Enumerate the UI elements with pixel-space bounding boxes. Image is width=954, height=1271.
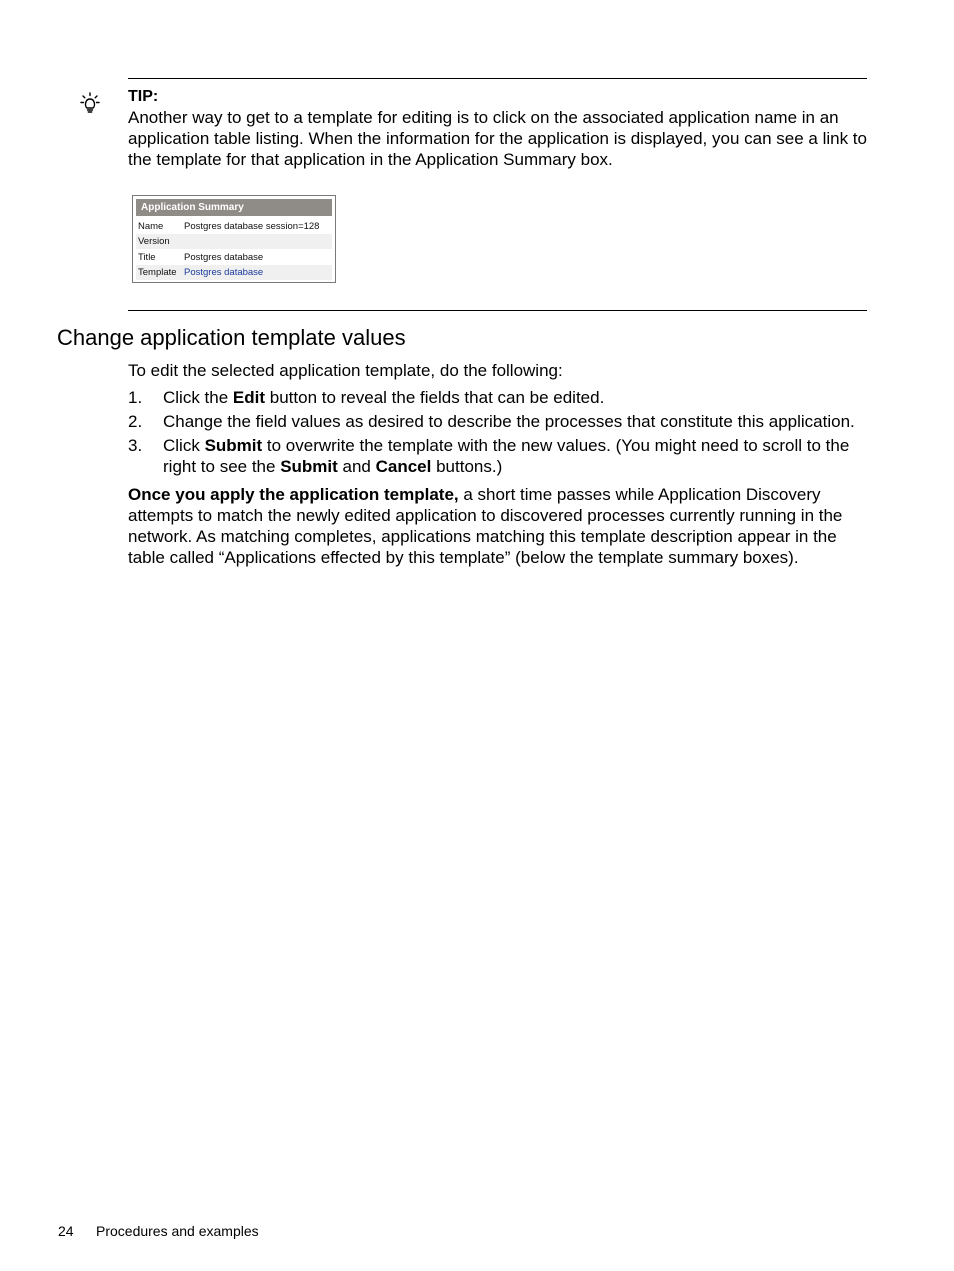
submit-button-ref: Submit	[280, 457, 338, 476]
lightbulb-icon	[80, 92, 100, 114]
cancel-button-ref: Cancel	[375, 457, 432, 476]
tip-label: TIP:	[128, 88, 159, 105]
edit-button-ref: Edit	[232, 388, 266, 407]
tip-text: Another way to get to a template for editing is to click on the associated application name in an application table listing. When the information for the application is displayed, you can see a link to the template for that application in the Application Summary box.	[128, 108, 867, 169]
summary-key: Title	[138, 252, 156, 263]
summary-row-version	[136, 234, 332, 249]
step-number: 3.	[128, 436, 143, 455]
application-summary-title: Application Summary	[136, 199, 332, 216]
body-paragraph: Once you apply the application template, a short time passes while Application Discovery attempts to match the newly edited application to discovered processes currently running in the network. As matching completes, applications matching this template description appear in the table called “Applications effected by this template” (below the template summary boxes).	[128, 485, 843, 567]
tip-bottom-rule	[128, 310, 867, 311]
submit-button-ref: Submit	[204, 436, 263, 455]
step-text: Change the field values as desired to describe the processes that constitute this application.	[163, 412, 855, 431]
step-number: 1.	[128, 388, 143, 407]
footer-section-title: Procedures and examples	[96, 1223, 259, 1239]
summary-value: Postgres database	[184, 252, 264, 263]
step-text: Click Submit to overwrite the template with the new values. (You might need to scroll to the right to see the Submit and Cancel buttons.)	[163, 436, 850, 476]
page-number: 24	[58, 1223, 74, 1239]
template-link[interactable]: Postgres database	[184, 267, 264, 278]
summary-row-title	[136, 250, 332, 265]
step-number: 2.	[128, 412, 143, 431]
paragraph-lead: Once you apply the application template,	[128, 485, 459, 504]
summary-key: Name	[138, 221, 164, 232]
step-text: Click the Edit button to reveal the fields that can be edited.	[163, 388, 605, 407]
summary-row-name	[136, 219, 332, 234]
summary-key: Version	[138, 236, 170, 247]
application-summary-box	[132, 195, 336, 283]
summary-value: Postgres database session=128	[184, 221, 320, 232]
tip-top-rule	[128, 78, 867, 79]
summary-key: Template	[138, 267, 177, 278]
section-heading: Change application template values	[57, 325, 406, 350]
summary-row-template	[136, 265, 332, 280]
section-intro: To edit the selected application template, do the following:	[128, 361, 563, 380]
